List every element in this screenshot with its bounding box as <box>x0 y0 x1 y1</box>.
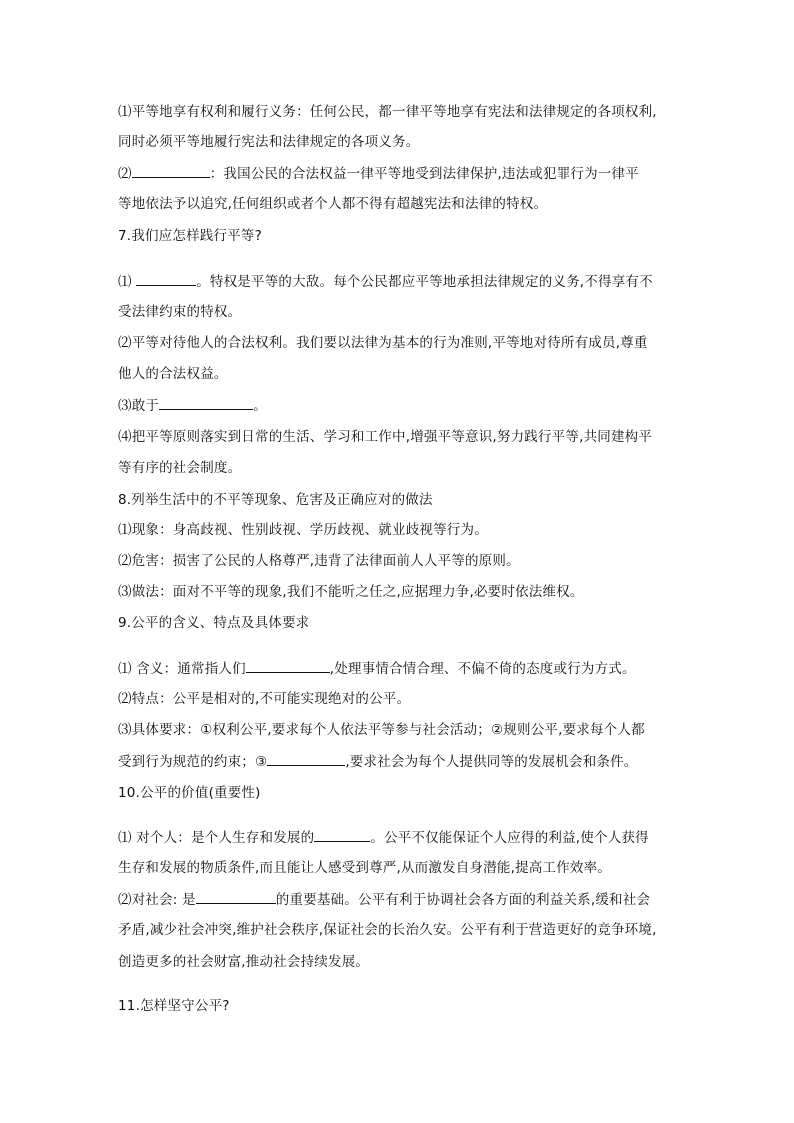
section-heading: 8.列举生活中的不平等现象、危害及正确应对的做法 <box>118 492 433 508</box>
section-heading: 7.我们应怎样践行平等? <box>118 228 262 244</box>
text-line <box>118 658 636 679</box>
text-line: ⑵特点：公平是相对的,不可能实现绝对的公平。 <box>118 691 411 707</box>
text-line <box>118 271 653 292</box>
text-line: ⑴现象：身高歧视、性别歧视、学历歧视、就业歧视等行为。 <box>118 522 488 538</box>
line-prefix: ⑴ 含义：通常指人们 <box>118 661 246 677</box>
fill-blank <box>246 658 330 673</box>
section-heading: 11.怎样坚守公平? <box>118 998 230 1014</box>
line-prefix: ⑴ 对个人：是个人生存和发展的 <box>118 830 315 846</box>
text-line <box>118 751 638 772</box>
section-heading: 9.公平的含义、特点及具体要求 <box>118 615 310 631</box>
line-suffix: ,要求社会为每个人提供同等的发展机会和条件。 <box>345 754 638 770</box>
fill-blank <box>314 827 370 842</box>
text-line: ⑴平等地享有权利和履行义务：任何公民，都一律平等地享有宪法和法律规定的各项权利, <box>118 104 657 120</box>
line-prefix: ⑶敢于 <box>118 398 160 414</box>
line-suffix: 。公平不仅能保证个人应得的利益,使个人获得 <box>370 830 649 846</box>
text-line: 等有序的社会制度。 <box>118 460 242 476</box>
text-line: 受法律约束的特权。 <box>118 304 242 320</box>
text-line <box>118 827 649 848</box>
fill-blank <box>159 395 253 410</box>
fill-blank <box>132 163 210 178</box>
line-prefix: ⑴ <box>118 274 137 290</box>
text-line: 等地依法予以追究,任何组织或者个人都不得有超越宪法和法律的特权。 <box>118 196 548 212</box>
text-line: ⑷把平等原则落实到日常的生活、学习和工作中,增强平等意识,努力践行平等,共同建构平 <box>118 429 653 445</box>
line-suffix: 的重要基础。公平有利于协调社会各方面的利益关系,缓和社会 <box>275 892 651 908</box>
text-line: ⑶做法：面对不平等的现象,我们不能听之任之,应据理力争,必要时依法维权。 <box>118 584 584 600</box>
section-heading: 10.公平的价值(重要性) <box>118 785 261 801</box>
text-line <box>118 889 650 910</box>
line-prefix: ⑵ <box>118 166 132 182</box>
text-line: 矛盾,减少社会冲突,维护社会秩序,保证社会的长治久安。公平有利于营造更好的竞争环境, <box>118 922 657 938</box>
line-prefix: ⑵对社会: 是 <box>118 892 196 908</box>
text-line <box>118 395 267 416</box>
line-suffix: 。 <box>253 398 267 414</box>
text-line: 生存和发展的物质条件,而且能让人感受到尊严,从而激发自身潜能,提高工作效率。 <box>118 860 611 876</box>
text-line: ⑵平等对待他人的合法权利。我们要以法律为基本的行为准则,平等地对待所有成员,尊重 <box>118 335 648 351</box>
line-prefix: 受到行为规范的约束；③ <box>118 754 268 770</box>
text-line: 同时必须平等地履行宪法和法律规定的各项义务。 <box>118 134 420 150</box>
line-suffix: ,处理事情合情合理、不偏不倚的态度或行为方式。 <box>329 661 636 677</box>
line-suffix: 。特权是平等的大敌。每个公民都应平等地承担法律规定的义务,不得享有不 <box>196 274 653 290</box>
text-line: ⑵危害：损害了公民的人格尊严,违背了法律面前人人平等的原则。 <box>118 553 520 569</box>
text-line: 创造更多的社会财富,推动社会持续发展。 <box>118 954 370 970</box>
text-line: ⑶具体要求：①权利公平,要求每个人依法平等参与社会活动；②规则公平,要求每个人都 <box>118 722 645 738</box>
fill-blank <box>196 889 276 904</box>
text-line: 他人的合法权益。 <box>118 366 228 382</box>
fill-blank <box>267 751 345 766</box>
line-suffix: ：我国公民的合法权益一律平等地受到法律保护,违法或犯罪行为一律平 <box>209 166 639 182</box>
fill-blank <box>136 271 196 286</box>
text-line <box>118 163 639 184</box>
